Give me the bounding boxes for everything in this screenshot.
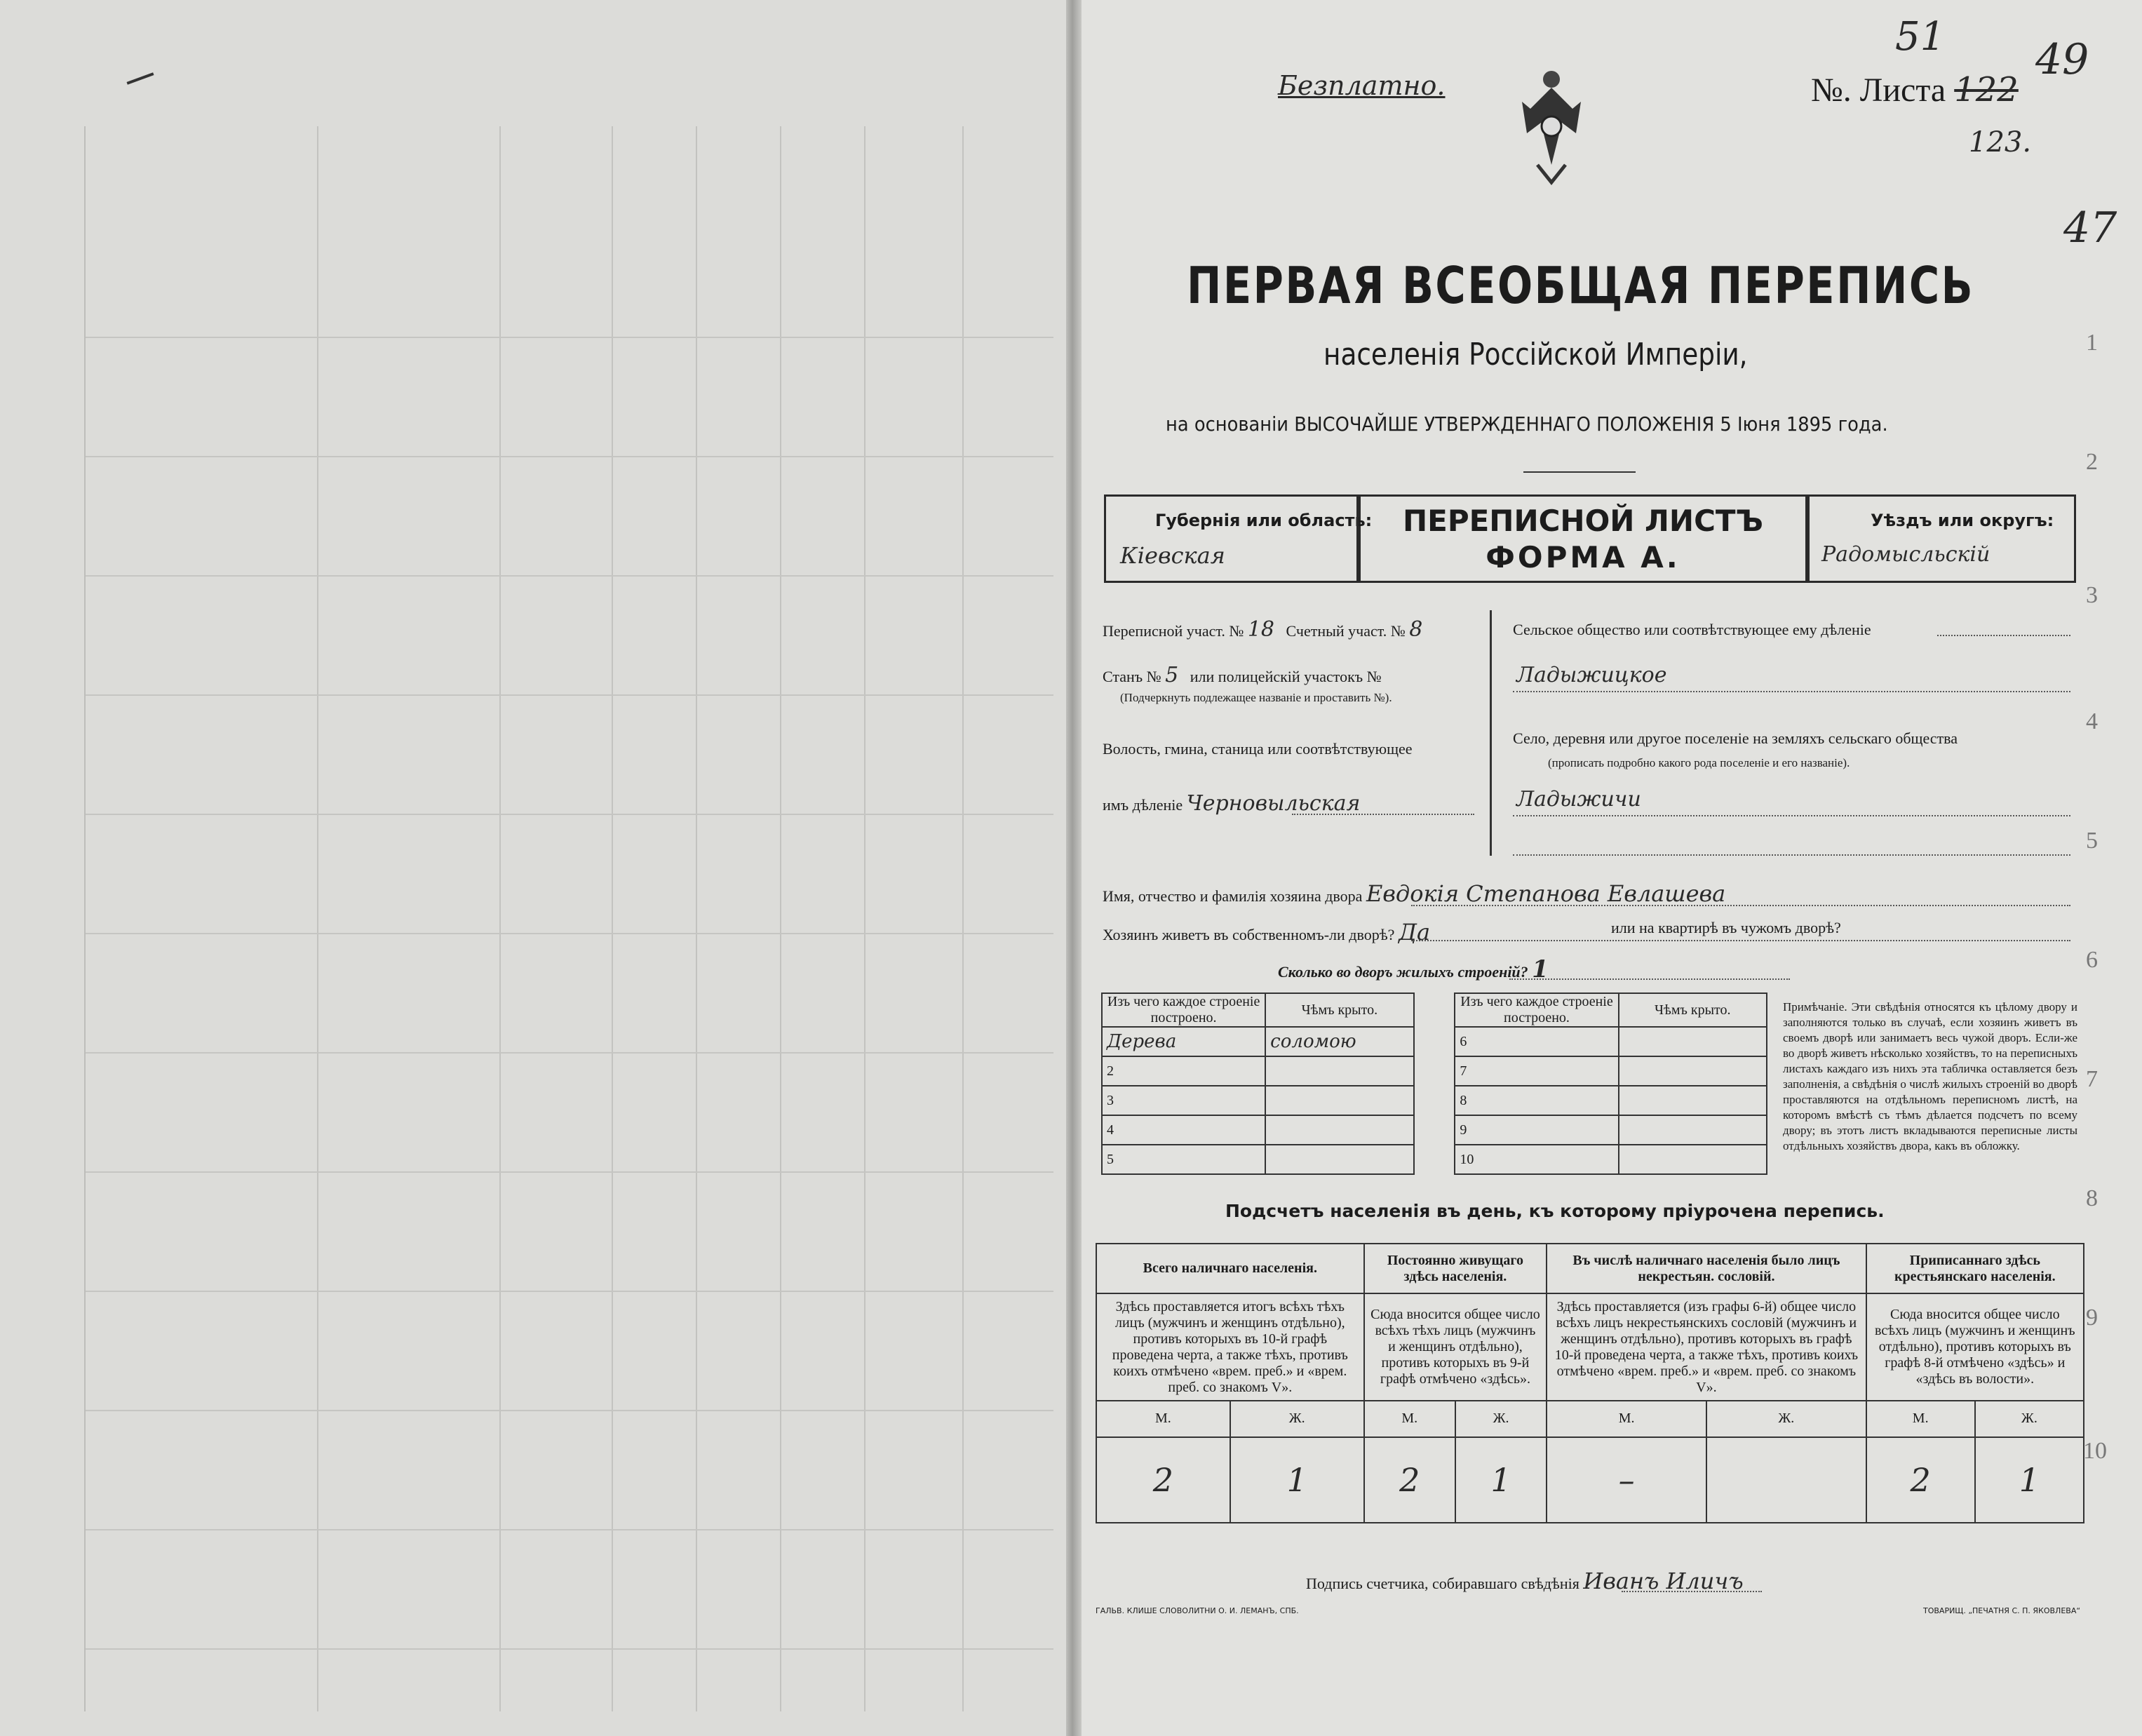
volost-underline [1292, 814, 1474, 815]
owner-lives-row [1103, 919, 1430, 946]
form-subtitle: ФОРМА А. [1486, 540, 1680, 574]
footer-left: ГАЛЬВ. КЛИШЕ СЛОВОЛИТНИ О. И. ЛЕМАНЪ, СПБ. [1096, 1606, 1299, 1615]
form-title: ПЕРЕПИСНОЙ ЛИСТЪ [1402, 504, 1764, 538]
count-district-value: 8 [1409, 617, 1423, 642]
buildings-col-roof-2: Чѣмъ крыто. [1619, 993, 1767, 1027]
buildings-note: Примѣчаніе. Эти свѣдѣнія относятся къ цѣлому двору и заполняются только въ случаѣ, если хозяинъ живетъ въ своемъ дворѣ или занимаетъ весь чужой дворъ. Если-же во дворѣ живетъ нѣсколько хозяйствъ, то на переписныхъ листахъ каждаго изъ нихъ эта табличка оставляется безъ заполненія, а свѣдѣнія о числѣ жилыхъ строеній во дворѣ проставляются на отдѣльномъ переписномъ листѣ, на которомъ вмѣстѣ съ тѣмъ дѣлается подсчетъ по всему двору; въ этотъ листъ вкладываются переписные листы отдѣльныхъ хозяйствъ двора, какъ въ обложку. [1783, 1000, 2077, 1152]
corner-number-2: 49 [2035, 35, 2089, 84]
sheet-number-label: №. Листа [1811, 72, 1946, 109]
gubernia-label: Губернія или область: [1155, 511, 1373, 530]
buildings-label: Сколько во дворъ жилыхъ строеній? [1278, 963, 1528, 981]
buildings-col-roof: Чѣмъ крыто. [1265, 993, 1413, 1027]
pop-col-4-title: Приписаннаго здѣсь крестьянскаго населенія. [1866, 1244, 2084, 1293]
census-basis: на основаніи ВЫСОЧАЙШЕ УТВЕРЖДЕННАГО ПОЛОЖЕНІЯ 5 Іюня 1895 года. [1166, 412, 1888, 436]
building-row-10: 10 [1455, 1145, 1618, 1174]
buildings-col-material: Изъ чего каждое строеніе построено. [1102, 993, 1265, 1027]
corner-number-1: 51 [1895, 14, 1946, 60]
edge-number-7: 7 [2086, 1066, 2098, 1092]
signature-value: Иванъ Иличъ [1583, 1568, 1744, 1594]
pop-f-value-4: 1 [1975, 1437, 2084, 1523]
edge-number-2: 2 [2086, 449, 2098, 475]
pop-m-label-1: М. [1096, 1401, 1230, 1436]
village-value: Ладыжичи [1516, 787, 1641, 812]
sheet-number-value: 123. [1969, 126, 2032, 159]
village-label: Село, деревня или другое поселеніе на земляхъ сельскаго общества [1513, 729, 1958, 747]
stan-value: 5 [1165, 663, 1179, 687]
pop-m-label-4: М. [1866, 1401, 1975, 1436]
building-row-1 [1102, 1027, 1265, 1056]
pop-f-value-3 [1706, 1437, 1866, 1523]
double-headed-eagle-emblem [1516, 67, 1587, 186]
society-underline [1513, 691, 2070, 692]
sheet-number-struck: 122 [1954, 70, 2019, 109]
pop-col-2-title: Постоянно живущаго здѣсь населенія. [1364, 1244, 1547, 1293]
owner-name-value: Евдокія Степанова Евлашева [1366, 880, 1726, 907]
pop-col-3-desc: Здѣсь проставляется (изъ графы 6-й) общее число всѣхъ лицъ некрестьянскихъ сословій (мужчинъ и женщинъ отдѣльно), противъ которыхъ въ графѣ 10-й проведена черта, а также тѣхъ, противъ коихъ отмѣчено «врем. преб.» и «врем. преб. со знакомъ V». [1547, 1293, 1866, 1401]
buildings-col-material-2: Изъ чего каждое строеніе построено. [1455, 993, 1618, 1027]
pop-m-value-4: 2 [1866, 1437, 1975, 1523]
buildings-row [1278, 955, 1549, 983]
pop-f-label-3: Ж. [1706, 1401, 1866, 1436]
uezd-value: Радомысльскій [1821, 542, 1991, 567]
society-label: Сельское общество или соотвѣтствующее ему дѣленіе [1513, 621, 1871, 638]
pop-m-value-2: 2 [1364, 1437, 1455, 1523]
sheet-number [1811, 70, 2019, 109]
gubernia-box [1104, 494, 1373, 583]
stan-note: (Подчеркнуть подлежащее названіе и проставить №). [1120, 691, 1392, 704]
pop-m-value-3: – [1547, 1437, 1706, 1523]
building-roof-1: соломою [1265, 1027, 1413, 1056]
volost-value: Черновыльская [1186, 791, 1361, 816]
village-underline [1513, 815, 2070, 816]
location-divider [1490, 610, 1492, 856]
corner-number-3: 47 [2063, 203, 2117, 253]
edge-number-8: 8 [2086, 1185, 2098, 1211]
census-form-page [1082, 0, 2142, 1736]
buildings-underline [1509, 978, 1790, 980]
left-page [0, 0, 1066, 1736]
building-row-2: 2 [1102, 1056, 1265, 1086]
edge-number-1: 1 [2086, 330, 2098, 356]
police-label: или полицейскій участокъ № [1190, 668, 1382, 685]
signature-underline [1622, 1591, 1762, 1592]
uezd-label: Уѣздъ или округъ: [1871, 511, 2054, 530]
edge-number-4: 4 [2086, 708, 2098, 734]
building-row-8: 8 [1455, 1086, 1618, 1115]
owner-name-row [1103, 880, 1725, 907]
owner-name-label: Имя, отчество и фамилія хозяина двора [1103, 887, 1363, 905]
census-district-value: 18 [1247, 617, 1275, 642]
free-label: Безплатно. [1278, 70, 1446, 101]
pop-m-value-1: 2 [1096, 1437, 1230, 1523]
building-row-9: 9 [1455, 1115, 1618, 1145]
edge-number-3: 3 [2086, 582, 2098, 608]
volost-row [1103, 791, 1360, 816]
pop-f-value-1: 1 [1230, 1437, 1364, 1523]
ornament-divider [1523, 471, 1636, 473]
pencil-mark [127, 72, 154, 84]
population-heading: Подсчетъ населенія въ день, къ которому пріурочена перепись. [1225, 1201, 1885, 1221]
owner-lives-underline [1411, 940, 2070, 941]
pop-col-1-title: Всего наличнаго населенія. [1096, 1244, 1364, 1293]
pop-f-value-2: 1 [1455, 1437, 1547, 1523]
count-district-label: Счетный участ. № [1286, 622, 1406, 640]
census-subtitle: населенія Россійской Имперіи, [1323, 337, 1748, 372]
village-underline-2 [1513, 854, 2070, 856]
faded-ruled-grid [84, 126, 1053, 1711]
owner-name-underline [1411, 905, 2070, 906]
pop-m-label-3: М. [1547, 1401, 1706, 1436]
gubernia-value: Кіевская [1120, 542, 1225, 569]
form-title-box [1356, 494, 1810, 583]
pop-f-label-2: Ж. [1455, 1401, 1547, 1436]
edge-number-10: 10 [2083, 1438, 2107, 1464]
owner-lives-value: Да [1398, 919, 1431, 946]
building-row-7: 7 [1455, 1056, 1618, 1086]
society-value: Ладыжицкое [1516, 663, 1667, 687]
pop-f-label-1: Ж. [1230, 1401, 1364, 1436]
uezd-box [1805, 494, 2076, 583]
census-district-label: Переписной участ. № [1103, 622, 1244, 640]
volost-label-2: имъ дѣленіе [1103, 796, 1183, 814]
buildings-table [1101, 993, 1767, 1175]
pop-col-1-desc: Здѣсь проставляется итогъ всѣхъ тѣхъ лицъ (мужчинъ и женщинъ отдѣльно), противъ которыхъ въ 10-й графѣ проведена черта, а также тѣхъ, противъ коихъ отмѣчено «врем. преб.» и «врем. преб. со знакомъ V». [1096, 1293, 1364, 1401]
building-row-5: 5 [1102, 1145, 1265, 1174]
census-district [1103, 617, 1422, 642]
edge-number-9: 9 [2086, 1305, 2098, 1331]
society-line [1937, 635, 2070, 636]
pop-f-label-4: Ж. [1975, 1401, 2084, 1436]
edge-number-5: 5 [2086, 828, 2098, 854]
owner-lives-label: Хозяинъ живетъ въ собственномъ-ли дворѣ? [1103, 926, 1395, 943]
owner-lives-alt: или на квартирѣ въ чужомъ дворѣ? [1611, 919, 1841, 936]
building-material-1: Дерева [1107, 1031, 1177, 1052]
book-spine [1066, 0, 1082, 1736]
signature-label: Подпись счетчика, собиравшаго свѣдѣнія [1306, 1575, 1579, 1592]
stan-label: Станъ № [1103, 668, 1161, 685]
building-row-3: 3 [1102, 1086, 1265, 1115]
edge-number-6: 6 [2086, 947, 2098, 973]
pop-col-4-desc: Сюда вносится общее число всѣхъ лицъ (мужчинъ и женщинъ отдѣльно), противъ которыхъ въ графѣ 8-й отмѣчено «здѣсь» и «здѣсь въ волости». [1866, 1293, 2084, 1401]
pop-col-3-title: Въ числѣ наличнаго населенія было лицъ некрестьян. сословій. [1547, 1244, 1866, 1293]
population-table [1096, 1243, 2084, 1523]
census-title: ПЕРВАЯ ВСЕОБЩАЯ ПЕРЕПИСЬ [1187, 256, 1975, 315]
stan-row [1103, 663, 1382, 687]
pop-col-2-desc: Сюда вносится общее число всѣхъ тѣхъ лицъ (мужчинъ и женщинъ отдѣльно), противъ которыхъ въ 9-й графѣ отмѣчено «здѣсь». [1364, 1293, 1547, 1401]
footer-right: ТОВАРИЩ. „ПЕЧАТНЯ С. П. ЯКОВЛЕВА“ [1923, 1606, 2081, 1615]
buildings-value: 1 [1532, 955, 1549, 983]
volost-label-1: Волость, гмина, станица или соотвѣтствующее [1103, 740, 1413, 758]
village-note: (прописать подробно какого рода поселеніе и его названіе). [1548, 756, 1850, 769]
building-row-4: 4 [1102, 1115, 1265, 1145]
building-row-6: 6 [1455, 1027, 1618, 1056]
pop-m-label-2: М. [1364, 1401, 1455, 1436]
